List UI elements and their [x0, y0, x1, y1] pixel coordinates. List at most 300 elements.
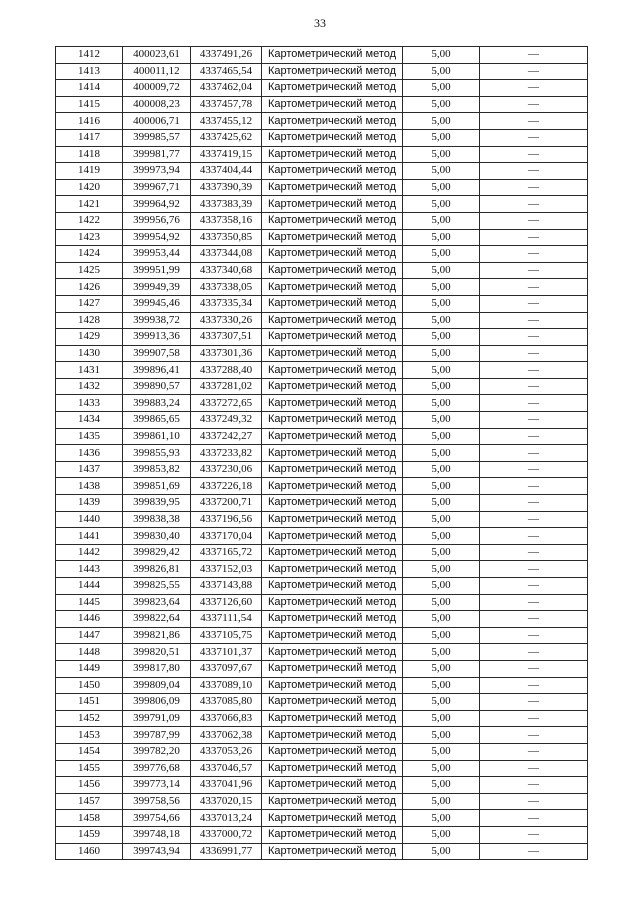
accuracy-cell: 5,00 — [403, 96, 480, 113]
accuracy-cell: 5,00 — [403, 196, 480, 213]
point-number-cell: 1451 — [56, 694, 123, 711]
x-coordinate-cell: 399956,76 — [123, 212, 191, 229]
y-coordinate-cell: 4337046,57 — [191, 760, 262, 777]
accuracy-cell: 5,00 — [403, 777, 480, 794]
description-cell: — — [480, 727, 588, 744]
point-number-cell: 1412 — [56, 47, 123, 64]
x-coordinate-cell: 399851,69 — [123, 478, 191, 495]
y-coordinate-cell: 4337143,88 — [191, 578, 262, 595]
method-cell: Картометрический метод — [262, 329, 403, 346]
description-cell: — — [480, 511, 588, 528]
method-cell: Картометрический метод — [262, 96, 403, 113]
accuracy-cell: 5,00 — [403, 146, 480, 163]
y-coordinate-cell: 4337419,15 — [191, 146, 262, 163]
accuracy-cell: 5,00 — [403, 47, 480, 64]
x-coordinate-cell: 399825,55 — [123, 578, 191, 595]
x-coordinate-cell: 399754,66 — [123, 810, 191, 827]
method-cell: Картометрический метод — [262, 760, 403, 777]
x-coordinate-cell: 400011,12 — [123, 63, 191, 80]
y-coordinate-cell: 4337465,54 — [191, 63, 262, 80]
y-coordinate-cell: 4337491,26 — [191, 47, 262, 64]
accuracy-cell: 5,00 — [403, 345, 480, 362]
x-coordinate-cell: 399964,92 — [123, 196, 191, 213]
y-coordinate-cell: 4337230,06 — [191, 461, 262, 478]
point-number-cell: 1449 — [56, 660, 123, 677]
description-cell: — — [480, 412, 588, 429]
x-coordinate-cell: 399839,95 — [123, 495, 191, 512]
point-number-cell: 1442 — [56, 544, 123, 561]
accuracy-cell: 5,00 — [403, 113, 480, 130]
y-coordinate-cell: 4337340,68 — [191, 262, 262, 279]
method-cell: Картометрический метод — [262, 743, 403, 760]
method-cell: Картометрический метод — [262, 826, 403, 843]
y-coordinate-cell: 4337200,71 — [191, 495, 262, 512]
description-cell: — — [480, 113, 588, 130]
method-cell: Картометрический метод — [262, 528, 403, 545]
accuracy-cell: 5,00 — [403, 428, 480, 445]
y-coordinate-cell: 4337425,62 — [191, 129, 262, 146]
table-row — [56, 96, 588, 113]
method-cell: Картометрический метод — [262, 312, 403, 329]
point-number-cell: 1441 — [56, 528, 123, 545]
y-coordinate-cell: 4337455,12 — [191, 113, 262, 130]
table-row — [56, 760, 588, 777]
method-cell: Картометрический метод — [262, 694, 403, 711]
y-coordinate-cell: 4337307,51 — [191, 329, 262, 346]
accuracy-cell: 5,00 — [403, 478, 480, 495]
y-coordinate-cell: 4337152,03 — [191, 561, 262, 578]
table-row — [56, 777, 588, 794]
point-number-cell: 1446 — [56, 611, 123, 628]
point-number-cell: 1417 — [56, 129, 123, 146]
accuracy-cell: 5,00 — [403, 743, 480, 760]
y-coordinate-cell: 4337383,39 — [191, 196, 262, 213]
accuracy-cell: 5,00 — [403, 826, 480, 843]
table-row — [56, 179, 588, 196]
table-row — [56, 528, 588, 545]
table-row — [56, 578, 588, 595]
y-coordinate-cell: 4336991,77 — [191, 843, 262, 860]
accuracy-cell: 5,00 — [403, 80, 480, 97]
x-coordinate-cell: 399830,40 — [123, 528, 191, 545]
method-cell: Картометрический метод — [262, 179, 403, 196]
point-number-cell: 1457 — [56, 793, 123, 810]
point-number-cell: 1454 — [56, 743, 123, 760]
table-row — [56, 146, 588, 163]
accuracy-cell: 5,00 — [403, 63, 480, 80]
table-row — [56, 47, 588, 64]
table-row — [56, 826, 588, 843]
accuracy-cell: 5,00 — [403, 212, 480, 229]
accuracy-cell: 5,00 — [403, 445, 480, 462]
method-cell: Картометрический метод — [262, 412, 403, 429]
table-row — [56, 694, 588, 711]
y-coordinate-cell: 4337350,85 — [191, 229, 262, 246]
point-number-cell: 1416 — [56, 113, 123, 130]
description-cell: — — [480, 47, 588, 64]
x-coordinate-cell: 399985,57 — [123, 129, 191, 146]
y-coordinate-cell: 4337013,24 — [191, 810, 262, 827]
x-coordinate-cell: 399820,51 — [123, 644, 191, 661]
accuracy-cell: 5,00 — [403, 179, 480, 196]
method-cell: Картометрический метод — [262, 196, 403, 213]
point-number-cell: 1456 — [56, 777, 123, 794]
x-coordinate-cell: 399954,92 — [123, 229, 191, 246]
description-cell: — — [480, 561, 588, 578]
point-number-cell: 1414 — [56, 80, 123, 97]
point-number-cell: 1430 — [56, 345, 123, 362]
method-cell: Картометрический метод — [262, 461, 403, 478]
accuracy-cell: 5,00 — [403, 329, 480, 346]
accuracy-cell: 5,00 — [403, 461, 480, 478]
description-cell: — — [480, 677, 588, 694]
x-coordinate-cell: 399951,99 — [123, 262, 191, 279]
table-row — [56, 677, 588, 694]
method-cell: Картометрический метод — [262, 777, 403, 794]
y-coordinate-cell: 4337000,72 — [191, 826, 262, 843]
accuracy-cell: 5,00 — [403, 163, 480, 180]
accuracy-cell: 5,00 — [403, 495, 480, 512]
point-number-cell: 1453 — [56, 727, 123, 744]
x-coordinate-cell: 399823,64 — [123, 594, 191, 611]
description-cell: — — [480, 793, 588, 810]
y-coordinate-cell: 4337066,83 — [191, 710, 262, 727]
accuracy-cell: 5,00 — [403, 544, 480, 561]
y-coordinate-cell: 4337358,16 — [191, 212, 262, 229]
table-row — [56, 80, 588, 97]
x-coordinate-cell: 399890,57 — [123, 378, 191, 395]
accuracy-cell: 5,00 — [403, 246, 480, 263]
y-coordinate-cell: 4337105,75 — [191, 627, 262, 644]
description-cell: — — [480, 445, 588, 462]
accuracy-cell: 5,00 — [403, 660, 480, 677]
point-number-cell: 1438 — [56, 478, 123, 495]
table-row — [56, 511, 588, 528]
table-row — [56, 445, 588, 462]
point-number-cell: 1415 — [56, 96, 123, 113]
table-row — [56, 611, 588, 628]
x-coordinate-cell: 399883,24 — [123, 395, 191, 412]
accuracy-cell: 5,00 — [403, 843, 480, 860]
description-cell: — — [480, 611, 588, 628]
accuracy-cell: 5,00 — [403, 229, 480, 246]
coordinates-table — [55, 46, 588, 860]
y-coordinate-cell: 4337041,96 — [191, 777, 262, 794]
method-cell: Картометрический метод — [262, 47, 403, 64]
method-cell: Картометрический метод — [262, 163, 403, 180]
method-cell: Картометрический метод — [262, 495, 403, 512]
accuracy-cell: 5,00 — [403, 279, 480, 296]
method-cell: Картометрический метод — [262, 378, 403, 395]
x-coordinate-cell: 399806,09 — [123, 694, 191, 711]
description-cell: — — [480, 212, 588, 229]
description-cell: — — [480, 710, 588, 727]
table-row — [56, 478, 588, 495]
table-row — [56, 660, 588, 677]
table-row — [56, 743, 588, 760]
method-cell: Картометрический метод — [262, 279, 403, 296]
method-cell: Картометрический метод — [262, 395, 403, 412]
table-row — [56, 843, 588, 860]
description-cell: — — [480, 826, 588, 843]
point-number-cell: 1419 — [56, 163, 123, 180]
x-coordinate-cell: 399896,41 — [123, 362, 191, 379]
x-coordinate-cell: 399822,64 — [123, 611, 191, 628]
table-row — [56, 362, 588, 379]
x-coordinate-cell: 399787,99 — [123, 727, 191, 744]
table-row — [56, 212, 588, 229]
description-cell: — — [480, 760, 588, 777]
description-cell: — — [480, 345, 588, 362]
table-row — [56, 345, 588, 362]
method-cell: Картометрический метод — [262, 793, 403, 810]
description-cell: — — [480, 378, 588, 395]
method-cell: Картометрический метод — [262, 511, 403, 528]
description-cell: — — [480, 594, 588, 611]
method-cell: Картометрический метод — [262, 63, 403, 80]
method-cell: Картометрический метод — [262, 561, 403, 578]
description-cell: — — [480, 578, 588, 595]
table-row — [56, 461, 588, 478]
y-coordinate-cell: 4337111,54 — [191, 611, 262, 628]
x-coordinate-cell: 399773,14 — [123, 777, 191, 794]
y-coordinate-cell: 4337390,39 — [191, 179, 262, 196]
method-cell: Картометрический метод — [262, 212, 403, 229]
accuracy-cell: 5,00 — [403, 694, 480, 711]
point-number-cell: 1435 — [56, 428, 123, 445]
x-coordinate-cell: 399748,18 — [123, 826, 191, 843]
accuracy-cell: 5,00 — [403, 412, 480, 429]
accuracy-cell: 5,00 — [403, 727, 480, 744]
method-cell: Картометрический метод — [262, 295, 403, 312]
page-number: 33 — [314, 16, 326, 30]
x-coordinate-cell: 399791,09 — [123, 710, 191, 727]
description-cell: — — [480, 179, 588, 196]
point-number-cell: 1429 — [56, 329, 123, 346]
point-number-cell: 1450 — [56, 677, 123, 694]
x-coordinate-cell: 400006,71 — [123, 113, 191, 130]
y-coordinate-cell: 4337062,38 — [191, 727, 262, 744]
point-number-cell: 1459 — [56, 826, 123, 843]
description-cell: — — [480, 146, 588, 163]
table-row — [56, 561, 588, 578]
table-row — [56, 644, 588, 661]
y-coordinate-cell: 4337404,44 — [191, 163, 262, 180]
description-cell: — — [480, 279, 588, 296]
description-cell: — — [480, 478, 588, 495]
accuracy-cell: 5,00 — [403, 710, 480, 727]
point-number-cell: 1426 — [56, 279, 123, 296]
y-coordinate-cell: 4337338,05 — [191, 279, 262, 296]
table-row — [56, 594, 588, 611]
point-number-cell: 1448 — [56, 644, 123, 661]
point-number-cell: 1458 — [56, 810, 123, 827]
y-coordinate-cell: 4337165,72 — [191, 544, 262, 561]
description-cell: — — [480, 495, 588, 512]
accuracy-cell: 5,00 — [403, 395, 480, 412]
description-cell: — — [480, 129, 588, 146]
method-cell: Картометрический метод — [262, 611, 403, 628]
y-coordinate-cell: 4337249,32 — [191, 412, 262, 429]
y-coordinate-cell: 4337085,80 — [191, 694, 262, 711]
description-cell: — — [480, 312, 588, 329]
y-coordinate-cell: 4337344,08 — [191, 246, 262, 263]
accuracy-cell: 5,00 — [403, 627, 480, 644]
x-coordinate-cell: 399743,94 — [123, 843, 191, 860]
y-coordinate-cell: 4337053,26 — [191, 743, 262, 760]
method-cell: Картометрический метод — [262, 843, 403, 860]
table-row — [56, 627, 588, 644]
table-row — [56, 113, 588, 130]
y-coordinate-cell: 4337330,26 — [191, 312, 262, 329]
y-coordinate-cell: 4337226,18 — [191, 478, 262, 495]
point-number-cell: 1424 — [56, 246, 123, 263]
accuracy-cell: 5,00 — [403, 611, 480, 628]
accuracy-cell: 5,00 — [403, 295, 480, 312]
point-number-cell: 1455 — [56, 760, 123, 777]
method-cell: Картометрический метод — [262, 578, 403, 595]
point-number-cell: 1420 — [56, 179, 123, 196]
y-coordinate-cell: 4337288,40 — [191, 362, 262, 379]
description-cell: — — [480, 246, 588, 263]
point-number-cell: 1447 — [56, 627, 123, 644]
x-coordinate-cell: 399913,36 — [123, 329, 191, 346]
method-cell: Картометрический метод — [262, 113, 403, 130]
description-cell: — — [480, 395, 588, 412]
table-row — [56, 710, 588, 727]
point-number-cell: 1428 — [56, 312, 123, 329]
method-cell: Картометрический метод — [262, 710, 403, 727]
method-cell: Картометрический метод — [262, 677, 403, 694]
method-cell: Картометрический метод — [262, 246, 403, 263]
point-number-cell: 1434 — [56, 412, 123, 429]
x-coordinate-cell: 399758,56 — [123, 793, 191, 810]
point-number-cell: 1440 — [56, 511, 123, 528]
x-coordinate-cell: 399949,39 — [123, 279, 191, 296]
accuracy-cell: 5,00 — [403, 129, 480, 146]
y-coordinate-cell: 4337233,82 — [191, 445, 262, 462]
method-cell: Картометрический метод — [262, 644, 403, 661]
table-row — [56, 229, 588, 246]
point-number-cell: 1439 — [56, 495, 123, 512]
y-coordinate-cell: 4337242,27 — [191, 428, 262, 445]
point-number-cell: 1432 — [56, 378, 123, 395]
table-row — [56, 395, 588, 412]
table-row — [56, 412, 588, 429]
y-coordinate-cell: 4337101,37 — [191, 644, 262, 661]
x-coordinate-cell: 399861,10 — [123, 428, 191, 445]
table-row — [56, 63, 588, 80]
x-coordinate-cell: 399838,38 — [123, 511, 191, 528]
table-row — [56, 378, 588, 395]
description-cell: — — [480, 777, 588, 794]
table-row — [56, 279, 588, 296]
point-number-cell: 1436 — [56, 445, 123, 462]
accuracy-cell: 5,00 — [403, 793, 480, 810]
accuracy-cell: 5,00 — [403, 362, 480, 379]
x-coordinate-cell: 399782,20 — [123, 743, 191, 760]
point-number-cell: 1425 — [56, 262, 123, 279]
table-row — [56, 163, 588, 180]
method-cell: Картометрический метод — [262, 544, 403, 561]
table-row — [56, 495, 588, 512]
table-row — [56, 329, 588, 346]
x-coordinate-cell: 399865,65 — [123, 412, 191, 429]
point-number-cell: 1452 — [56, 710, 123, 727]
table-row — [56, 810, 588, 827]
method-cell: Картометрический метод — [262, 727, 403, 744]
method-cell: Картометрический метод — [262, 445, 403, 462]
accuracy-cell: 5,00 — [403, 561, 480, 578]
x-coordinate-cell: 399817,80 — [123, 660, 191, 677]
method-cell: Картометрический метод — [262, 345, 403, 362]
accuracy-cell: 5,00 — [403, 312, 480, 329]
description-cell: — — [480, 229, 588, 246]
y-coordinate-cell: 4337272,65 — [191, 395, 262, 412]
method-cell: Картометрический метод — [262, 362, 403, 379]
y-coordinate-cell: 4337301,36 — [191, 345, 262, 362]
x-coordinate-cell: 399853,82 — [123, 461, 191, 478]
x-coordinate-cell: 399945,46 — [123, 295, 191, 312]
accuracy-cell: 5,00 — [403, 644, 480, 661]
point-number-cell: 1437 — [56, 461, 123, 478]
method-cell: Картометрический метод — [262, 810, 403, 827]
accuracy-cell: 5,00 — [403, 262, 480, 279]
x-coordinate-cell: 399829,42 — [123, 544, 191, 561]
description-cell: — — [480, 196, 588, 213]
description-cell: — — [480, 362, 588, 379]
description-cell: — — [480, 163, 588, 180]
y-coordinate-cell: 4337196,56 — [191, 511, 262, 528]
table-row — [56, 262, 588, 279]
accuracy-cell: 5,00 — [403, 578, 480, 595]
y-coordinate-cell: 4337281,02 — [191, 378, 262, 395]
accuracy-cell: 5,00 — [403, 594, 480, 611]
table-row — [56, 312, 588, 329]
y-coordinate-cell: 4337462,04 — [191, 80, 262, 97]
accuracy-cell: 5,00 — [403, 511, 480, 528]
x-coordinate-cell: 399967,71 — [123, 179, 191, 196]
description-cell: — — [480, 644, 588, 661]
description-cell: — — [480, 329, 588, 346]
description-cell: — — [480, 810, 588, 827]
point-number-cell: 1431 — [56, 362, 123, 379]
accuracy-cell: 5,00 — [403, 810, 480, 827]
point-number-cell: 1427 — [56, 295, 123, 312]
accuracy-cell: 5,00 — [403, 760, 480, 777]
point-number-cell: 1423 — [56, 229, 123, 246]
table-row — [56, 295, 588, 312]
description-cell: — — [480, 544, 588, 561]
method-cell: Картометрический метод — [262, 627, 403, 644]
y-coordinate-cell: 4337457,78 — [191, 96, 262, 113]
x-coordinate-cell: 399821,86 — [123, 627, 191, 644]
y-coordinate-cell: 4337126,60 — [191, 594, 262, 611]
x-coordinate-cell: 400008,23 — [123, 96, 191, 113]
y-coordinate-cell: 4337335,34 — [191, 295, 262, 312]
method-cell: Картометрический метод — [262, 80, 403, 97]
x-coordinate-cell: 399826,81 — [123, 561, 191, 578]
method-cell: Картометрический метод — [262, 428, 403, 445]
description-cell: — — [480, 843, 588, 860]
table-row — [56, 727, 588, 744]
accuracy-cell: 5,00 — [403, 677, 480, 694]
table-row — [56, 793, 588, 810]
point-number-cell: 1433 — [56, 395, 123, 412]
x-coordinate-cell: 400009,72 — [123, 80, 191, 97]
method-cell: Картометрический метод — [262, 660, 403, 677]
method-cell: Картометрический метод — [262, 262, 403, 279]
